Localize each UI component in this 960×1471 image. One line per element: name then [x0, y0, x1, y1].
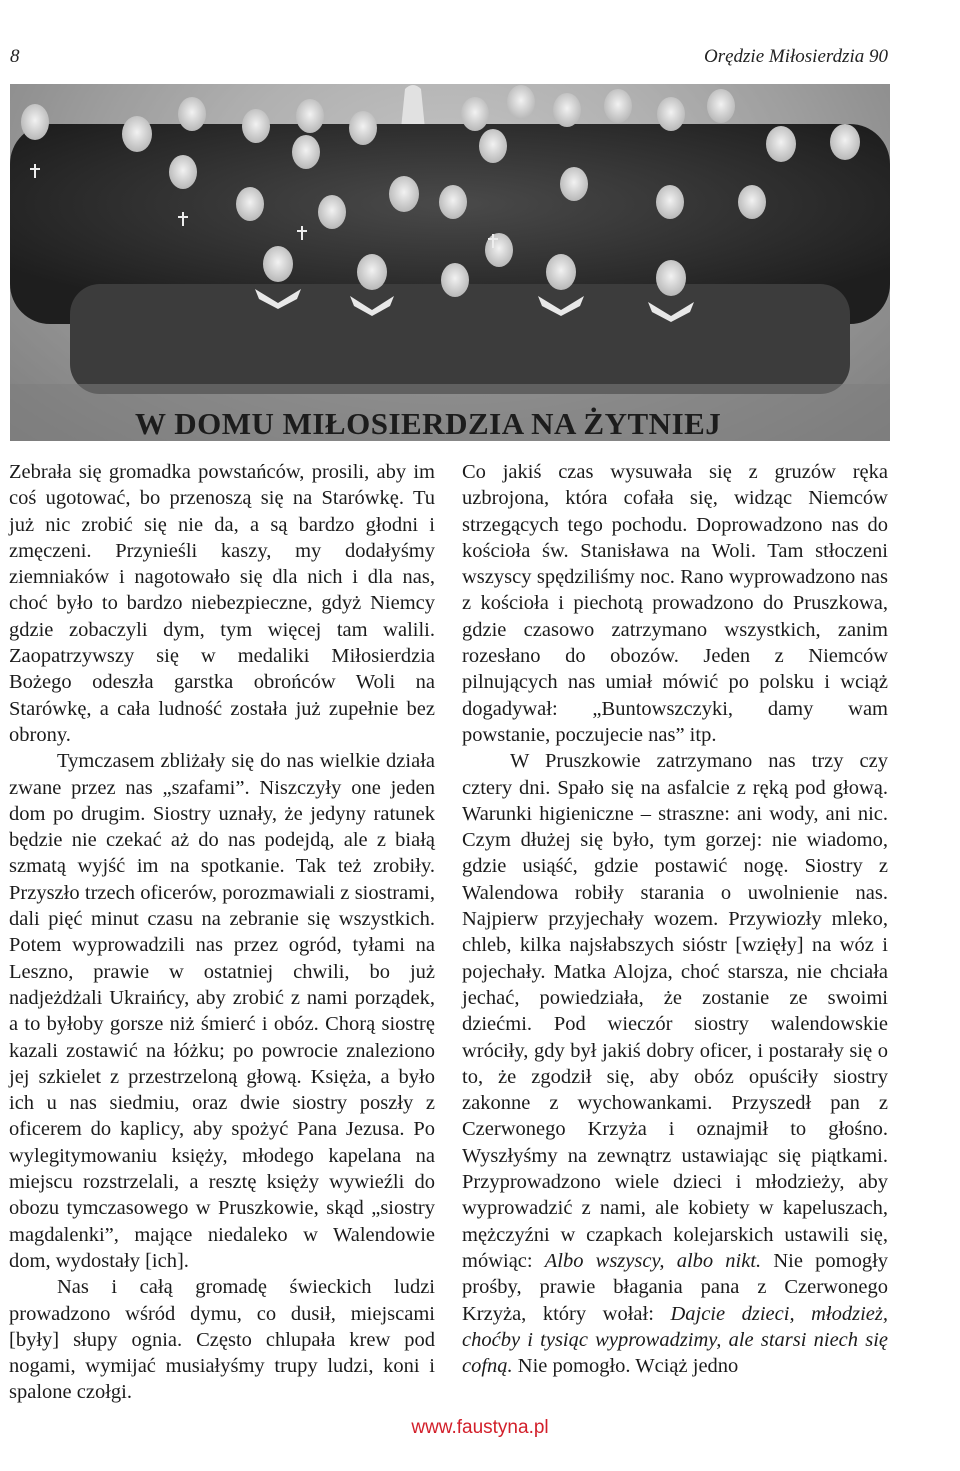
paragraph-text: Nie pomogły prośby, prawie błagania pana z Czerwonego Krzyża, który wołał: [462, 1249, 889, 1325]
historical-group-photo [10, 84, 890, 441]
magazine-title: Orędzie Miłosierdzia 90 [703, 46, 888, 67]
paragraph-text: W Pruszkowie zatrzymano nas trzy czy cztery dni. Spało się na asfalcie z ręką pod głową. Warunki higieniczne – straszne: ani wody, ani nic. Czym dłużej się było, tym gorzej: nie wiadomo, gdzie usiąść, gdzie postawić nogę. Siostry z Walendowa robiły starania o uwolnienie nas. Najpierw przyjechały wozem. Przywiozły mleko, chleb, kilka najsłabszych sióstr [wzięły] na wóz i pojechały. Matka Alojza, choć starsza, nie chciała jechać, powiedziała, że zostanie ze swoimi dziećmi. Pod wieczór siostry walendowskie wróciły, gdy był jakiś dobry oficer, i postarały się o to, że zgodził się, aby obóz opuściły siostry zakonne z wychowankami. Przyszedł pan z Czerwonego Krzyża i oznajmił to głośno. Wyszłyśmy na zewnątrz ustawiając się piątkami. Przyprowadzono wiele dzieci i młodzieży, aby wyprowadzić z nami, ale kobiety w kapeluszach, mężczyźni w czapkach kolejarskich ustawili się, mówiąc: [462, 750, 888, 1272]
quote-italic: Albo wszyscy, albo nikt. [544, 1249, 762, 1272]
photo-illustration [10, 84, 890, 441]
page-header [0, 46, 960, 76]
footer-url[interactable]: www.faustyna.pl [411, 1417, 549, 1438]
article-headline: W DOMU MIŁOSIERDZIA NA ŻYTNIEJ [135, 406, 722, 441]
paragraph: Zebrała się gromadka powstańców, prosili, aby im coś ugotować, bo przenoszą się na Starówkę. Tu już nic zrobić się nie da, a są bardzo głodni i zmęczeni. Przynieśli kaszy, my dodałyśmy ziemniaków i nagotowało się dla nich i dla nas, choć było to bardzo niebezpieczne, gdyż Niemcy gdzie zobaczyli dym, tym więcej tam walili. Zaopatrzywszy się w medaliki Miłosierdzia Bożego odeszła garstka obrońców Woli na Starówkę, a cała ludność została już zupełnie bez obrony. [9, 461, 435, 746]
paragraph-text: Nie pomogło. Wciąż jedno [517, 1355, 739, 1378]
paragraph [462, 748, 888, 1379]
page-number: 8 [10, 46, 20, 67]
article-column-left [9, 459, 435, 1406]
paragraph: Co jakiś czas wysuwała się z gruzów ręka uzbrojona, która cofała się, widząc Niemców strzegących tego pochodu. Doprowadzono nas do kościoła św. Stanisława na Woli. Tam stłoczeni wszyscy spędziliśmy noc. Rano wyprowadzono nas z kościoła i piechotą prowadzono do Pruszkowa, gdzie czasowo zatrzymano wszystkich, zanim rozesłano do obozów. Jeden z Niemców pilnujących nas umiał mówić po polsku i wciąż dogadywał: „Buntowszczyki, damy wam powstanie, poczujecie nas” itp. [462, 461, 888, 746]
paragraph: Tymczasem zbliżały się do nas wielkie działa zwane przez nas „szafami”. Niszczyły one jeden dom po drugim. Siostry uznały, że jedyny ratunek będzie nie czekać aż do nas podejdą, ale z białą szmatą wyjść im na spotkanie. Tak też zrobiły. Przyszło trzech oficerów, porozmawiali z siostrami, dali pięć minut czasu na zebranie się wszystkich. Potem wyprowadzili nas przez ogród, tyłami na Leszno, prawie w ostatniej chwili, bo już nadjeżdżali Ukraińcy, aby zrobić z nami porządek, a to byłoby gorsze niż śmierć i obóz. Chorą siostrę kazali zostawić na łóżku; po powrocie znaleziono jej szkielet z przestrzeloną głową. Księża, a było ich u nas siedmiu, oraz dwie siostry poszły z oficerem do kaplicy, aby spożyć Pana Jezusa. Po wylegitymowaniu księży, młodego kapelana na miejscu rozstrzelali, a resztę księży wywieźli do obozu tymczasowego w Pruszkowie, skąd „siostry magdalenki”, mające niedaleko w Walendowie dom, wydostały [ich]. [9, 750, 435, 1272]
quote-italic: Dajcie dzieci, młodzież, choćby i tysiąc wyprowadzimy, ale starsi niech się cofną. [462, 1302, 888, 1378]
paragraph: Nas i całą gromadę świeckich ludzi prowadzono wśród dymu, co dusił, miejscami [były] słupy ognia. Często chlupała krew pod nogami, wymijać musiałyśmy trupy ludzi, koni i spalone czołgi. [9, 1276, 435, 1404]
article-column-right [462, 459, 888, 1379]
